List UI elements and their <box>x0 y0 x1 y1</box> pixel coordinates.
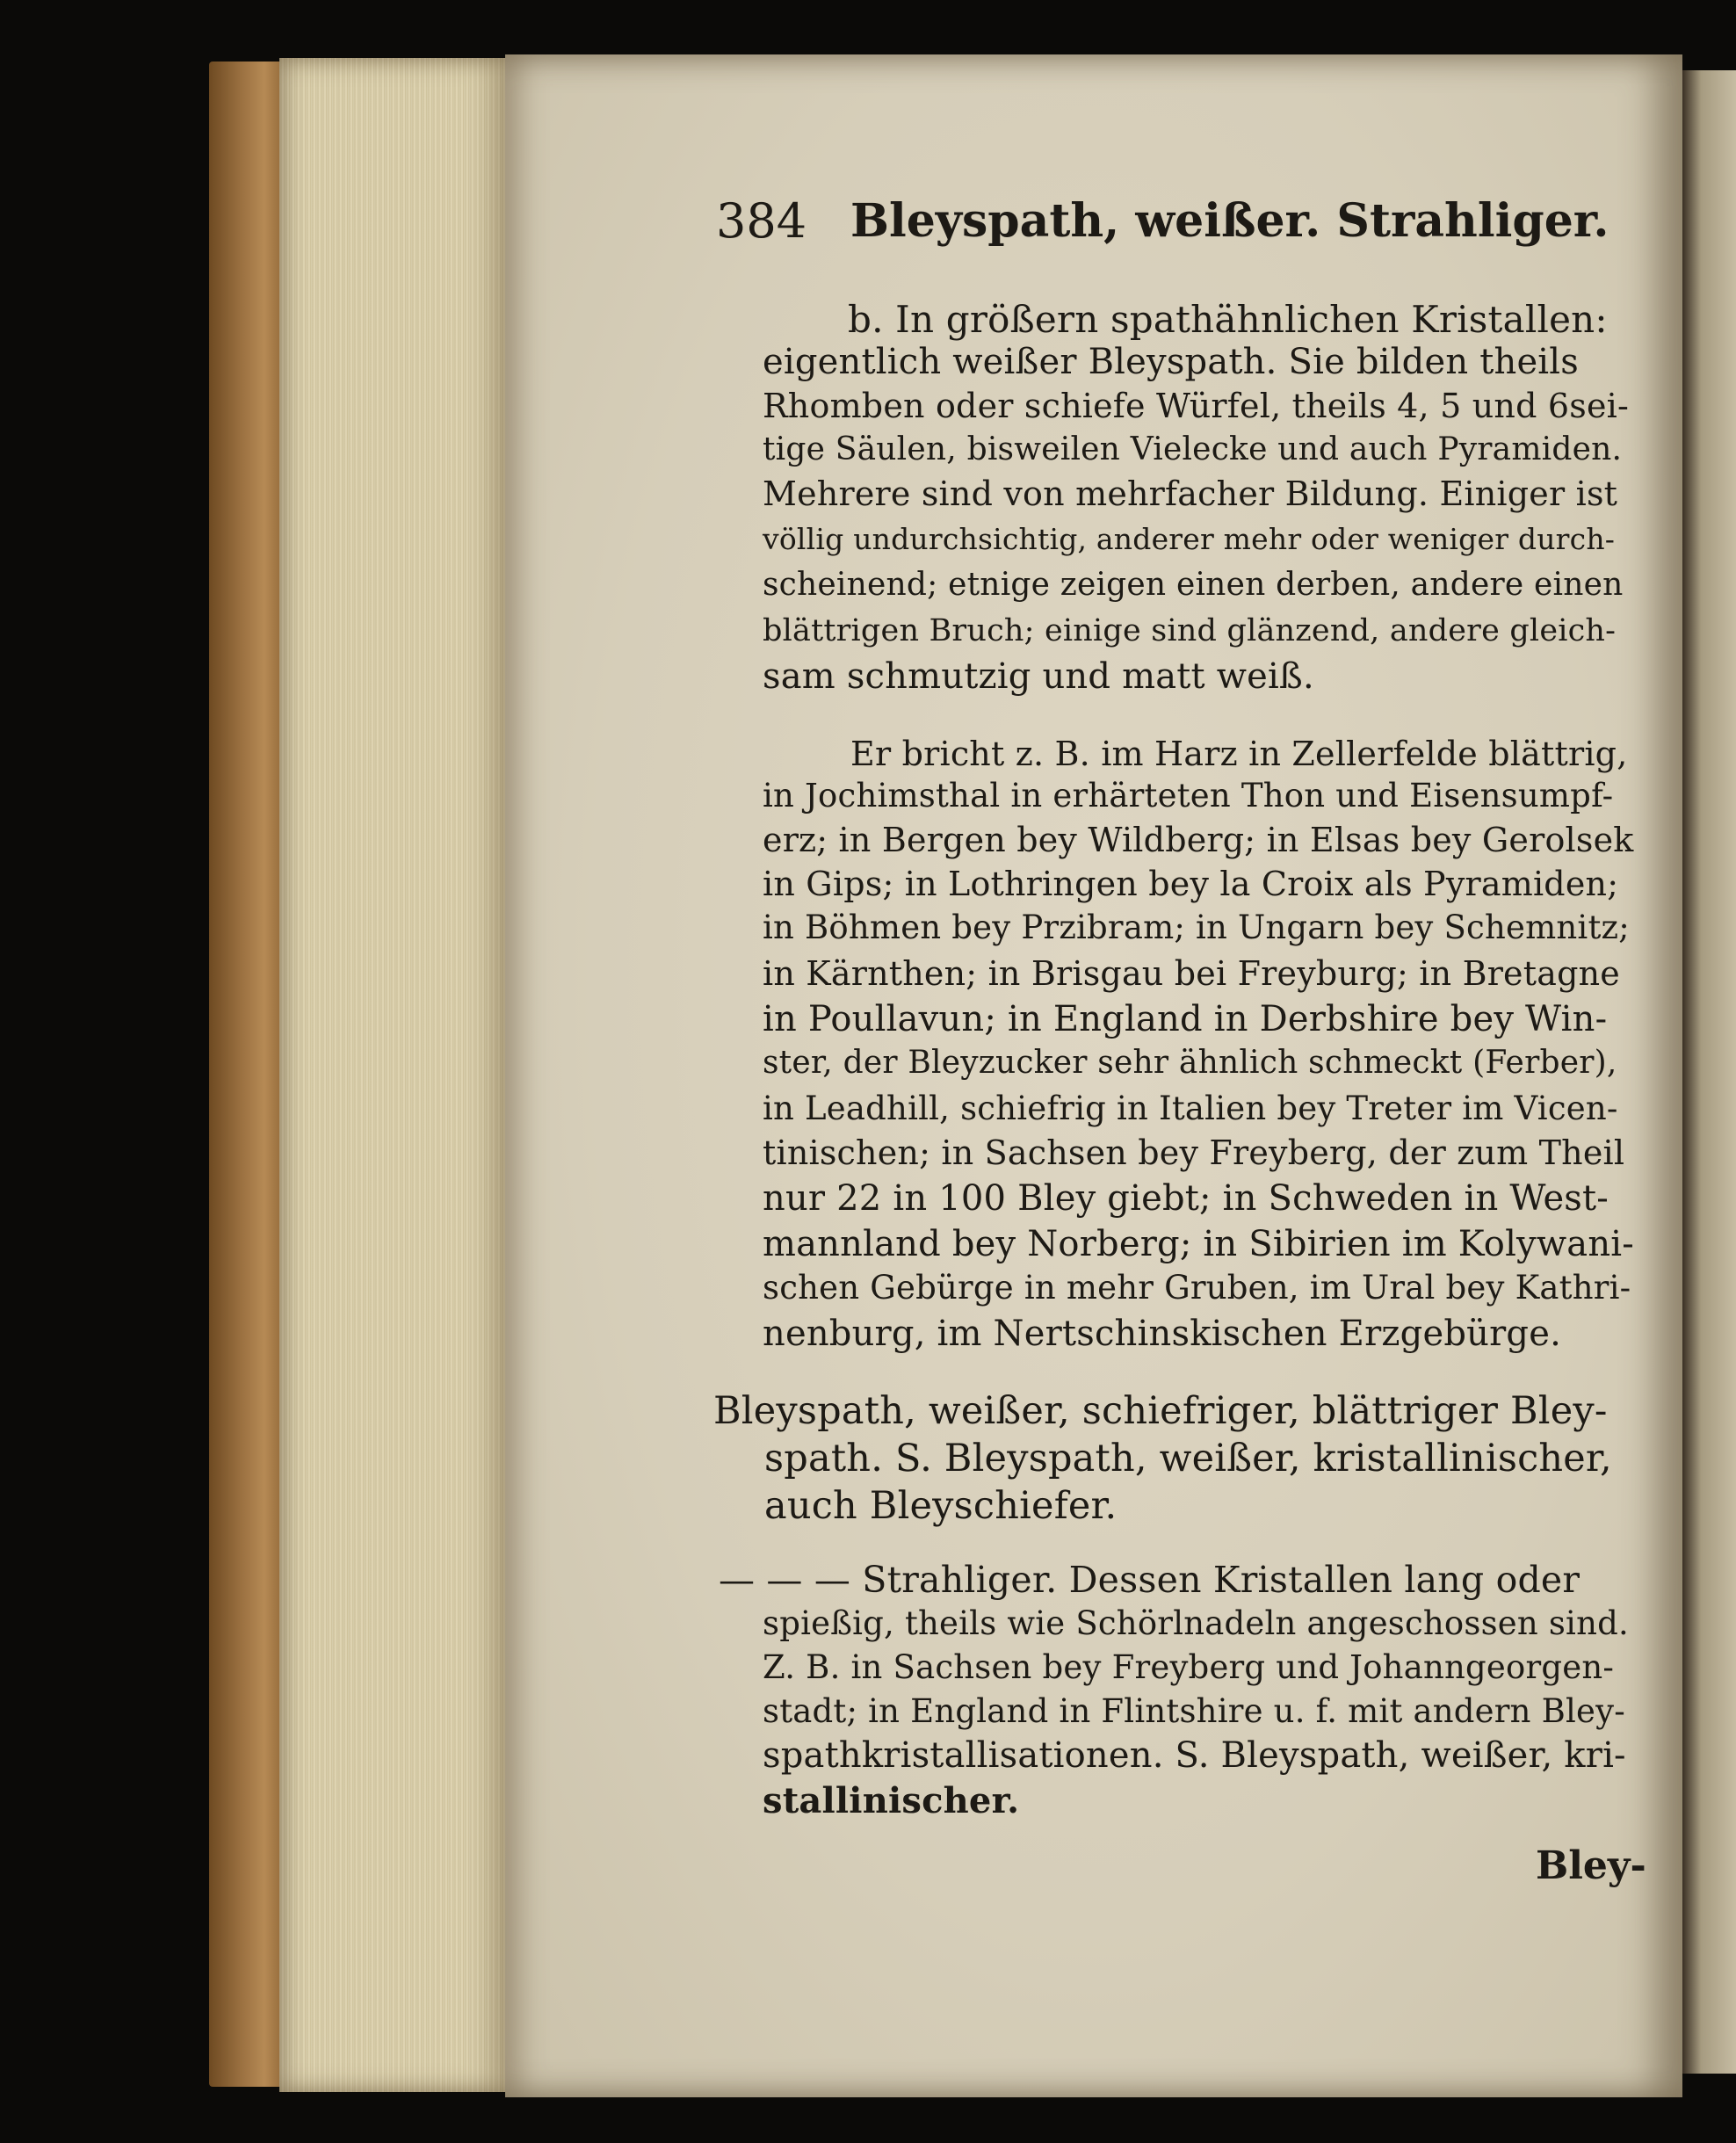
text-line: in Kärnthen; in Brisgau bei Freyburg; in Bretagne <box>763 954 1620 993</box>
text-line: in Gips; in Lothringen bey la Croix als Pyramiden; <box>763 865 1619 903</box>
text-line: Rhomben oder schiefe Würfel, theils 4, 5 und 6sei- <box>763 387 1630 425</box>
entry-heading-line: Bleyspath, weißer, schiefriger, blättriger Bley- <box>713 1389 1608 1433</box>
text-line: spathkristallisationen. S. Bleyspath, weißer, kri- <box>763 1735 1626 1776</box>
text-line: nur 22 in 100 Bley giebt; in Schweden in West- <box>763 1178 1609 1219</box>
text-line: Mehrere sind von mehrfacher Bildung. Einiger ist <box>763 474 1618 513</box>
text-line: in Poullavun; in England in Derbshire bey Win- <box>763 999 1608 1039</box>
text-line: sam schmutzig und matt weiß. <box>763 656 1314 697</box>
text-line: b. In größern spathähnlichen Kristallen: <box>848 298 1608 341</box>
entry-heading-line: — — — Strahliger. Dessen Kristallen lang oder <box>719 1559 1580 1601</box>
text-line: in Böhmen bey Przibram; in Ungarn bey Schemnitz; <box>763 909 1630 946</box>
text-line: spießig, theils wie Schörlnadeln angeschossen sind. <box>763 1604 1629 1642</box>
text-line: auch Bleyschiefer. <box>764 1484 1118 1528</box>
text-line: in Leadhill, schiefrig in Italien bey Treter im Vicen- <box>763 1090 1618 1127</box>
text-line: stallinischer. <box>763 1780 1020 1821</box>
text-line: in Jochimsthal in erhärteten Thon und Eisensumpf- <box>763 777 1614 814</box>
text-line: erz; in Bergen bey Wildberg; in Elsas bey Gerolsek <box>763 821 1634 859</box>
text-line: blättrigen Bruch; einige sind glänzend, andere gleich- <box>763 613 1617 648</box>
page-number: 384 <box>716 193 807 249</box>
text-line: mannland bey Norberg; in Sibirien im Kolywani- <box>763 1224 1635 1264</box>
text-line: Z. B. in Sachsen bey Freyberg und Johanngeorgen- <box>763 1648 1615 1686</box>
text-line: nenburg, im Nertschinskischen Erzgebürge. <box>763 1314 1562 1354</box>
text-line: eigentlich weißer Bleyspath. Sie bilden theils <box>763 342 1580 382</box>
text-line: schen Gebürge in mehr Gruben, im Ural bey Kathri- <box>763 1269 1631 1307</box>
text-line: tige Säulen, bisweilen Vielecke und auch Pyramiden. <box>763 431 1623 467</box>
running-title: Bleyspath, weißer. Strahliger. <box>850 194 1609 248</box>
text-line: Er bricht z. B. im Harz in Zellerfelde blättrig, <box>850 735 1628 773</box>
text-line: stadt; in England in Flintshire u. f. mit andern Bley- <box>763 1692 1625 1730</box>
text-line: spath. S. Bleyspath, weißer, kristallinischer, <box>764 1437 1612 1481</box>
text-line: völlig undurchsichtig, anderer mehr oder weniger durch- <box>763 522 1616 556</box>
text-line: scheinend; etnige zeigen einen derben, andere einen <box>763 567 1624 603</box>
text-line: tinischen; in Sachsen bey Freyberg, der zum Theil <box>763 1133 1625 1172</box>
catchword: Bley- <box>1536 1843 1646 1888</box>
text-line: ster, der Bleyzucker sehr ähnlich schmeckt (Ferber), <box>763 1045 1617 1081</box>
